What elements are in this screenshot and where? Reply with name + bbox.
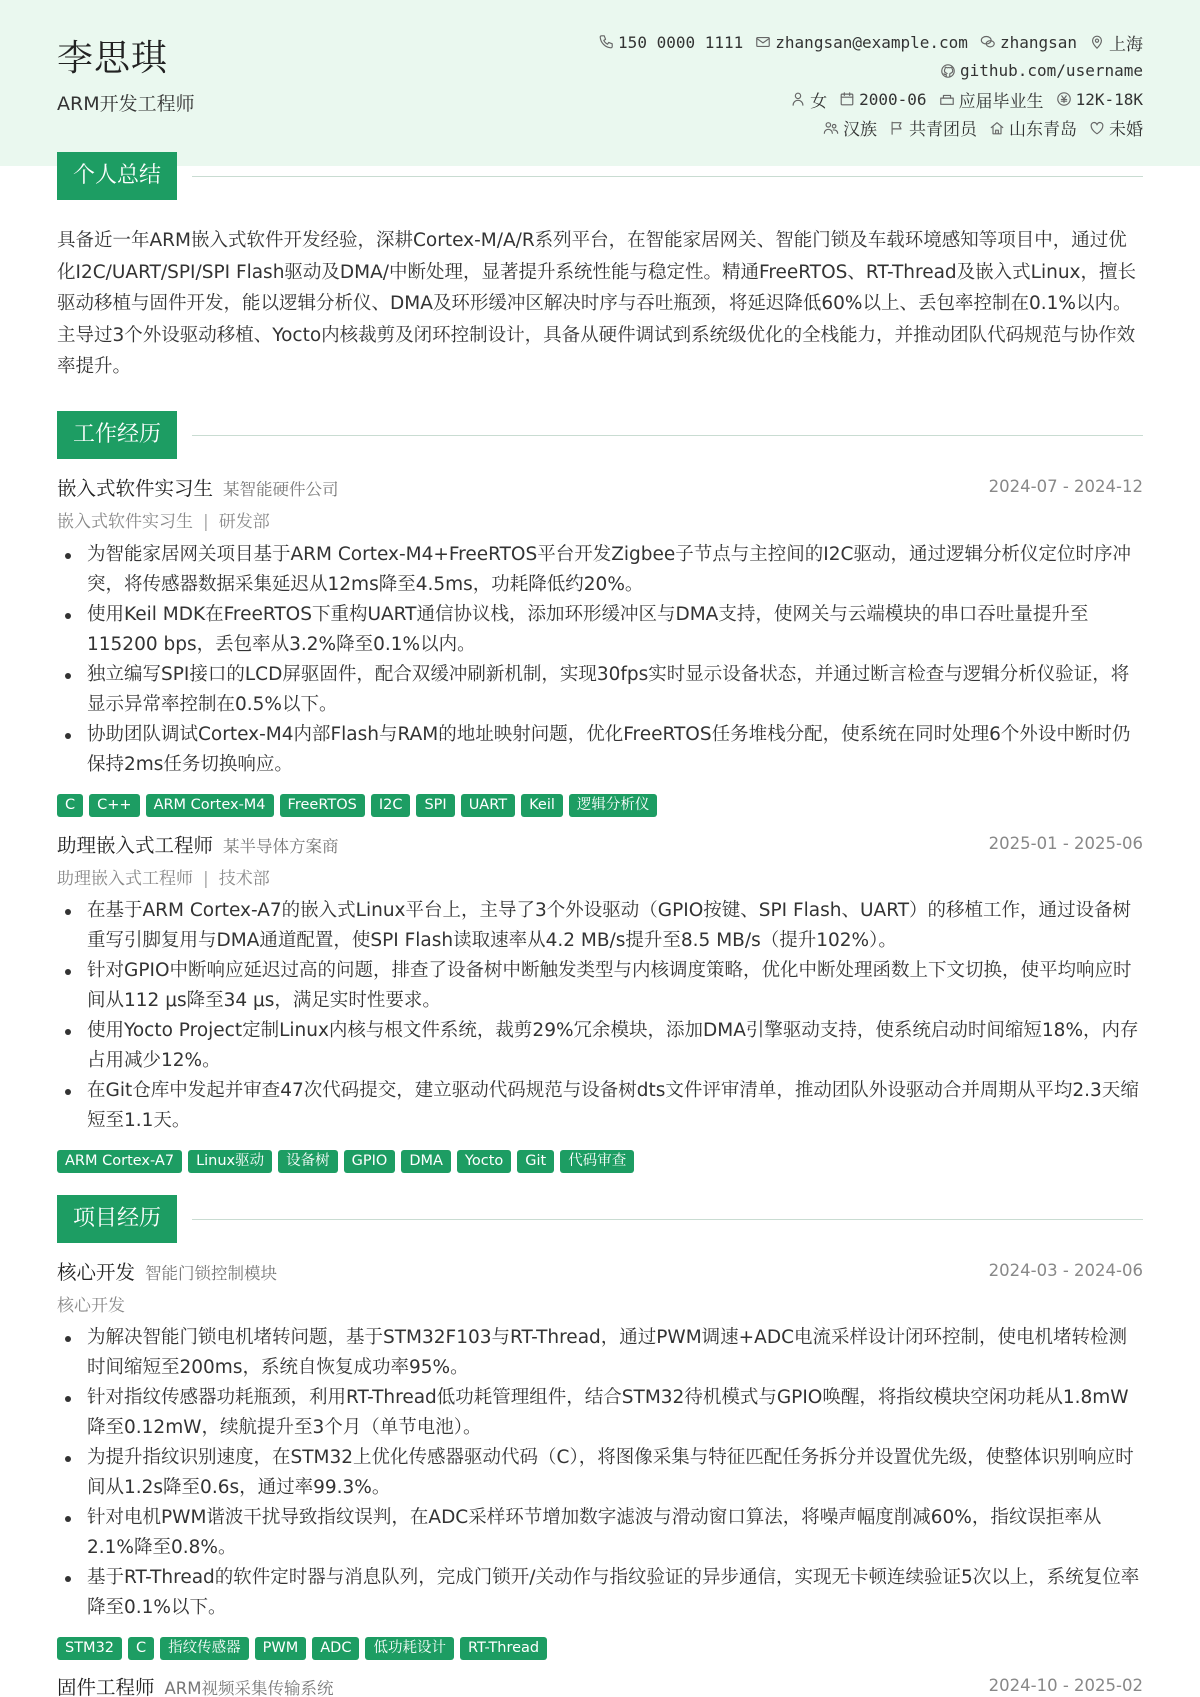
phone-icon [598, 34, 614, 50]
section-divider [192, 435, 1143, 436]
summary-text: 具备近一年ARM嵌入式软件开发经验，深耕Cortex-M/A/R系列平台，在智能家居网关、智能门锁及车载环境感知等项目中，通过优化I2C/UART/SPI/SPI Flash驱动及DMA/中断处理，显著提升系统性能与稳定性。精通FreeRTOS、RT-Thread及嵌入式Linux，擅长驱动移植与固件开发，能以逻辑分析仪、DMA及环形缓冲区解决时序与吞吐瓶颈，将延迟降低60%以上、丢包率控制在0.1%以内。主导过3个外设驱动移植、Yocto内核裁剪及闭环控制设计，具备从硬件调试到系统级优化的全栈能力，并推动团队代码规范与协作效率提升。 [57, 230, 1137, 377]
github-icon [940, 63, 956, 79]
skill-tag: Yocto [457, 1150, 511, 1173]
skill-tag: DMA [401, 1150, 451, 1173]
contact-line [423, 28, 1143, 57]
skill-tag: 指纹传感器 [160, 1637, 249, 1660]
contact-item [1089, 115, 1143, 140]
entry-department: 技术部 [218, 869, 270, 889]
contact-item [755, 33, 968, 52]
section-header-projects [57, 1195, 1143, 1243]
entry-sub-role: 助理嵌入式工程师 [57, 869, 193, 889]
entry-date: 2024-10 - 2025-02 [988, 1676, 1143, 1695]
skill-tag: 低功耗设计 [365, 1637, 454, 1660]
candidate-title: ARM开发工程师 [57, 93, 195, 115]
candidate-name: 李思琪 [57, 38, 169, 79]
entry-sub-role: 嵌入式软件实习生 [57, 512, 193, 532]
section-title: 个人总结 [57, 152, 177, 200]
home-icon [989, 120, 1005, 136]
entry-department: 研发部 [218, 512, 270, 532]
skill-tag: SPI [416, 794, 454, 817]
contact-item [839, 90, 926, 109]
section-divider [192, 176, 1143, 177]
mail-icon [755, 34, 771, 50]
contact-item [989, 115, 1077, 140]
entry-role: 核心开发 [57, 1261, 136, 1284]
list-item: 独立编写SPI接口的LCD屏驱固件，配合双缓冲刷新机制，实现30fps实时显示设备状态，并通过断言检查与逻辑分析仪验证，将显示异常率控制在0.5%以下。 [57, 660, 1143, 720]
section-header-work [57, 411, 1143, 459]
entry-date: 2024-03 - 2024-06 [988, 1261, 1143, 1280]
wechat-icon [980, 34, 996, 50]
salary-icon [1056, 91, 1072, 107]
contact-text: 共青团员 [909, 120, 977, 141]
skill-tag: C [57, 794, 83, 817]
user-icon [790, 91, 806, 107]
contact-item [1089, 30, 1143, 55]
contact-text: zhangsan [999, 32, 1077, 52]
project-entry-header [57, 1257, 1143, 1285]
skill-tag: 逻辑分析仪 [569, 794, 658, 817]
contact-text: 女 [810, 91, 828, 112]
contact-text: 150 0000 1111 [618, 32, 744, 52]
entry-role: 嵌入式软件实习生 [57, 477, 214, 500]
contact-item [1056, 90, 1143, 109]
list-item: 针对指纹传感器功耗瓶颈，利用RT-Thread低功耗管理组件，结合STM32待机模式与GPIO唤醒，将指纹模块空闲功耗从1.8mW降至0.12mW，续航提升至3个月（单节电池）。 [57, 1383, 1143, 1443]
bullet-list [57, 1323, 1143, 1623]
entry-subtitle [57, 864, 270, 889]
work-entry-header [57, 830, 1143, 858]
list-item: 基于RT-Thread的软件定时器与消息队列，完成门锁开/关动作与指纹验证的异步通信，实现无卡顿连续验证5次以上，系统复位率降至0.1%以下。 [57, 1563, 1143, 1623]
contact-line [423, 114, 1143, 143]
contact-item [790, 87, 827, 112]
section-header-summary [57, 152, 1143, 200]
list-item: 为智能家居网关项目基于ARM Cortex-M4+FreeRTOS平台开发Zigbee子节点与主控间的I2C驱动，通过逻辑分析仪定位时序冲突，将传感器数据采集延迟从12ms降至4.5ms，功耗降低约20%。 [57, 540, 1143, 600]
entry-subtitle [57, 1291, 125, 1316]
list-item: 针对GPIO中断响应延迟过高的问题，排查了设备树中断触发类型与内核调度策略，优化中断处理函数上下文切换，使平均响应时间从112 μs降至34 μs，满足实时性要求。 [57, 956, 1143, 1016]
section-title: 项目经历 [57, 1195, 177, 1243]
skill-tag: C++ [89, 794, 139, 817]
skill-tag: PWM [255, 1637, 307, 1660]
contact-text: 12K-18K [1075, 89, 1143, 109]
flag-icon [889, 120, 905, 136]
contact-text: 未婚 [1109, 120, 1143, 141]
contact-text: zhangsan@example.com [775, 32, 968, 52]
skill-tag: Keil [521, 794, 563, 817]
list-item: 针对电机PWM谐波干扰导致指纹误判，在ADC采样环节增加数字滤波与滑动窗口算法，将噪声幅度削减60%，指纹误拒率从2.1%降至0.8%。 [57, 1503, 1143, 1563]
skill-tag: FreeRTOS [280, 794, 365, 817]
skill-tag: 代码审查 [560, 1150, 634, 1173]
entry-sub-role: 核心开发 [57, 1296, 125, 1316]
list-item: 协助团队调试Cortex-M4内部Flash与RAM的地址映射问题，优化FreeRTOS任务堆栈分配，使系统在同时处理6个外设中断时仍保持2ms任务切换响应。 [57, 720, 1143, 780]
contact-text: github.com/username [959, 61, 1143, 81]
separator: | [203, 512, 209, 532]
skill-tag: Git [517, 1150, 554, 1173]
list-item: 为提升指纹识别速度，在STM32上优化传感器驱动代码（C），将图像采集与特征匹配任务拆分并设置优先级，使整体识别响应时间从1.2s降至0.6s，通过率99.3%。 [57, 1443, 1143, 1503]
skill-tags [57, 794, 657, 817]
entry-company: 某半导体方案商 [223, 837, 339, 856]
section-title: 工作经历 [57, 411, 177, 459]
skill-tag: Linux驱动 [188, 1150, 272, 1173]
contact-item [598, 33, 743, 52]
graduation-icon [939, 91, 955, 107]
skill-tag: 设备树 [278, 1150, 338, 1173]
skill-tag: ARM Cortex-A7 [57, 1150, 182, 1173]
project-entry-header [57, 1672, 1143, 1697]
entry-subtitle [57, 507, 270, 532]
contact-item [939, 87, 1044, 112]
separator: | [203, 869, 209, 889]
skill-tag: RT-Thread [460, 1637, 547, 1660]
entry-role: 助理嵌入式工程师 [57, 834, 214, 857]
skill-tag: UART [461, 794, 515, 817]
contact-info [423, 28, 1143, 142]
contact-item [889, 115, 977, 140]
work-entry-header [57, 473, 1143, 501]
contact-item [940, 61, 1143, 80]
contact-item [823, 115, 877, 140]
contact-line [423, 57, 1143, 86]
entry-project-name: 智能门锁控制模块 [145, 1264, 278, 1283]
contact-line [423, 85, 1143, 114]
list-item: 在基于ARM Cortex-A7的嵌入式Linux平台上，主导了3个外设驱动（GPIO按键、SPI Flash、UART）的移植工作，通过设备树重写引脚复用与DMA通道配置，使SPI Flash读取速率从4.2 MB/s提升至8.5 MB/s（提升102%）。 [57, 896, 1143, 956]
bullet-list [57, 896, 1143, 1136]
contact-text: 2000-06 [859, 89, 927, 109]
contact-item [980, 33, 1077, 52]
skill-tag: I2C [371, 794, 411, 817]
skill-tags [57, 1150, 634, 1173]
resume-header [0, 0, 1200, 166]
skill-tag: GPIO [344, 1150, 396, 1173]
contact-text: 应届毕业生 [958, 91, 1044, 112]
people-icon [823, 120, 839, 136]
skill-tags [57, 1637, 547, 1660]
section-divider [192, 1219, 1143, 1220]
bullet-list [57, 540, 1143, 780]
entry-date: 2024-07 - 2024-12 [988, 477, 1143, 496]
list-item: 在Git仓库中发起并审查47次代码提交，建立驱动代码规范与设备树dts文件评审清单，推动团队外设驱动合并周期从平均2.3天缩短至1.1天。 [57, 1076, 1143, 1136]
location-icon [1089, 34, 1105, 50]
list-item: 使用Yocto Project定制Linux内核与根文件系统，裁剪29%冗余模块，添加DMA引擎驱动支持，使系统启动时间缩短18%，内存占用减少12%。 [57, 1016, 1143, 1076]
contact-text: 上海 [1109, 34, 1143, 55]
entry-company: 某智能硬件公司 [223, 480, 339, 499]
skill-tag: STM32 [57, 1637, 122, 1660]
entry-project-name: ARM视频采集传输系统 [164, 1679, 334, 1697]
list-item: 为解决智能门锁电机堵转问题，基于STM32F103与RT-Thread，通过PWM调速+ADC电流采样设计闭环控制，使电机堵转检测时间缩短至200ms，系统自恢复成功率95%。 [57, 1323, 1143, 1383]
entry-role: 固件工程师 [57, 1676, 155, 1697]
contact-text: 汉族 [843, 120, 877, 141]
skill-tag: ADC [312, 1637, 359, 1660]
entry-date: 2025-01 - 2025-06 [988, 834, 1143, 853]
contact-text: 山东青岛 [1009, 120, 1077, 141]
skill-tag: ARM Cortex-M4 [146, 794, 274, 817]
calendar-icon [839, 91, 855, 107]
heart-icon [1089, 120, 1105, 136]
skill-tag: C [128, 1637, 154, 1660]
list-item: 使用Keil MDK在FreeRTOS下重构UART通信协议栈，添加环形缓冲区与DMA支持，使网关与云端模块的串口吞吐量提升至115200 bps，丢包率从3.2%降至0.1%以内。 [57, 600, 1143, 660]
